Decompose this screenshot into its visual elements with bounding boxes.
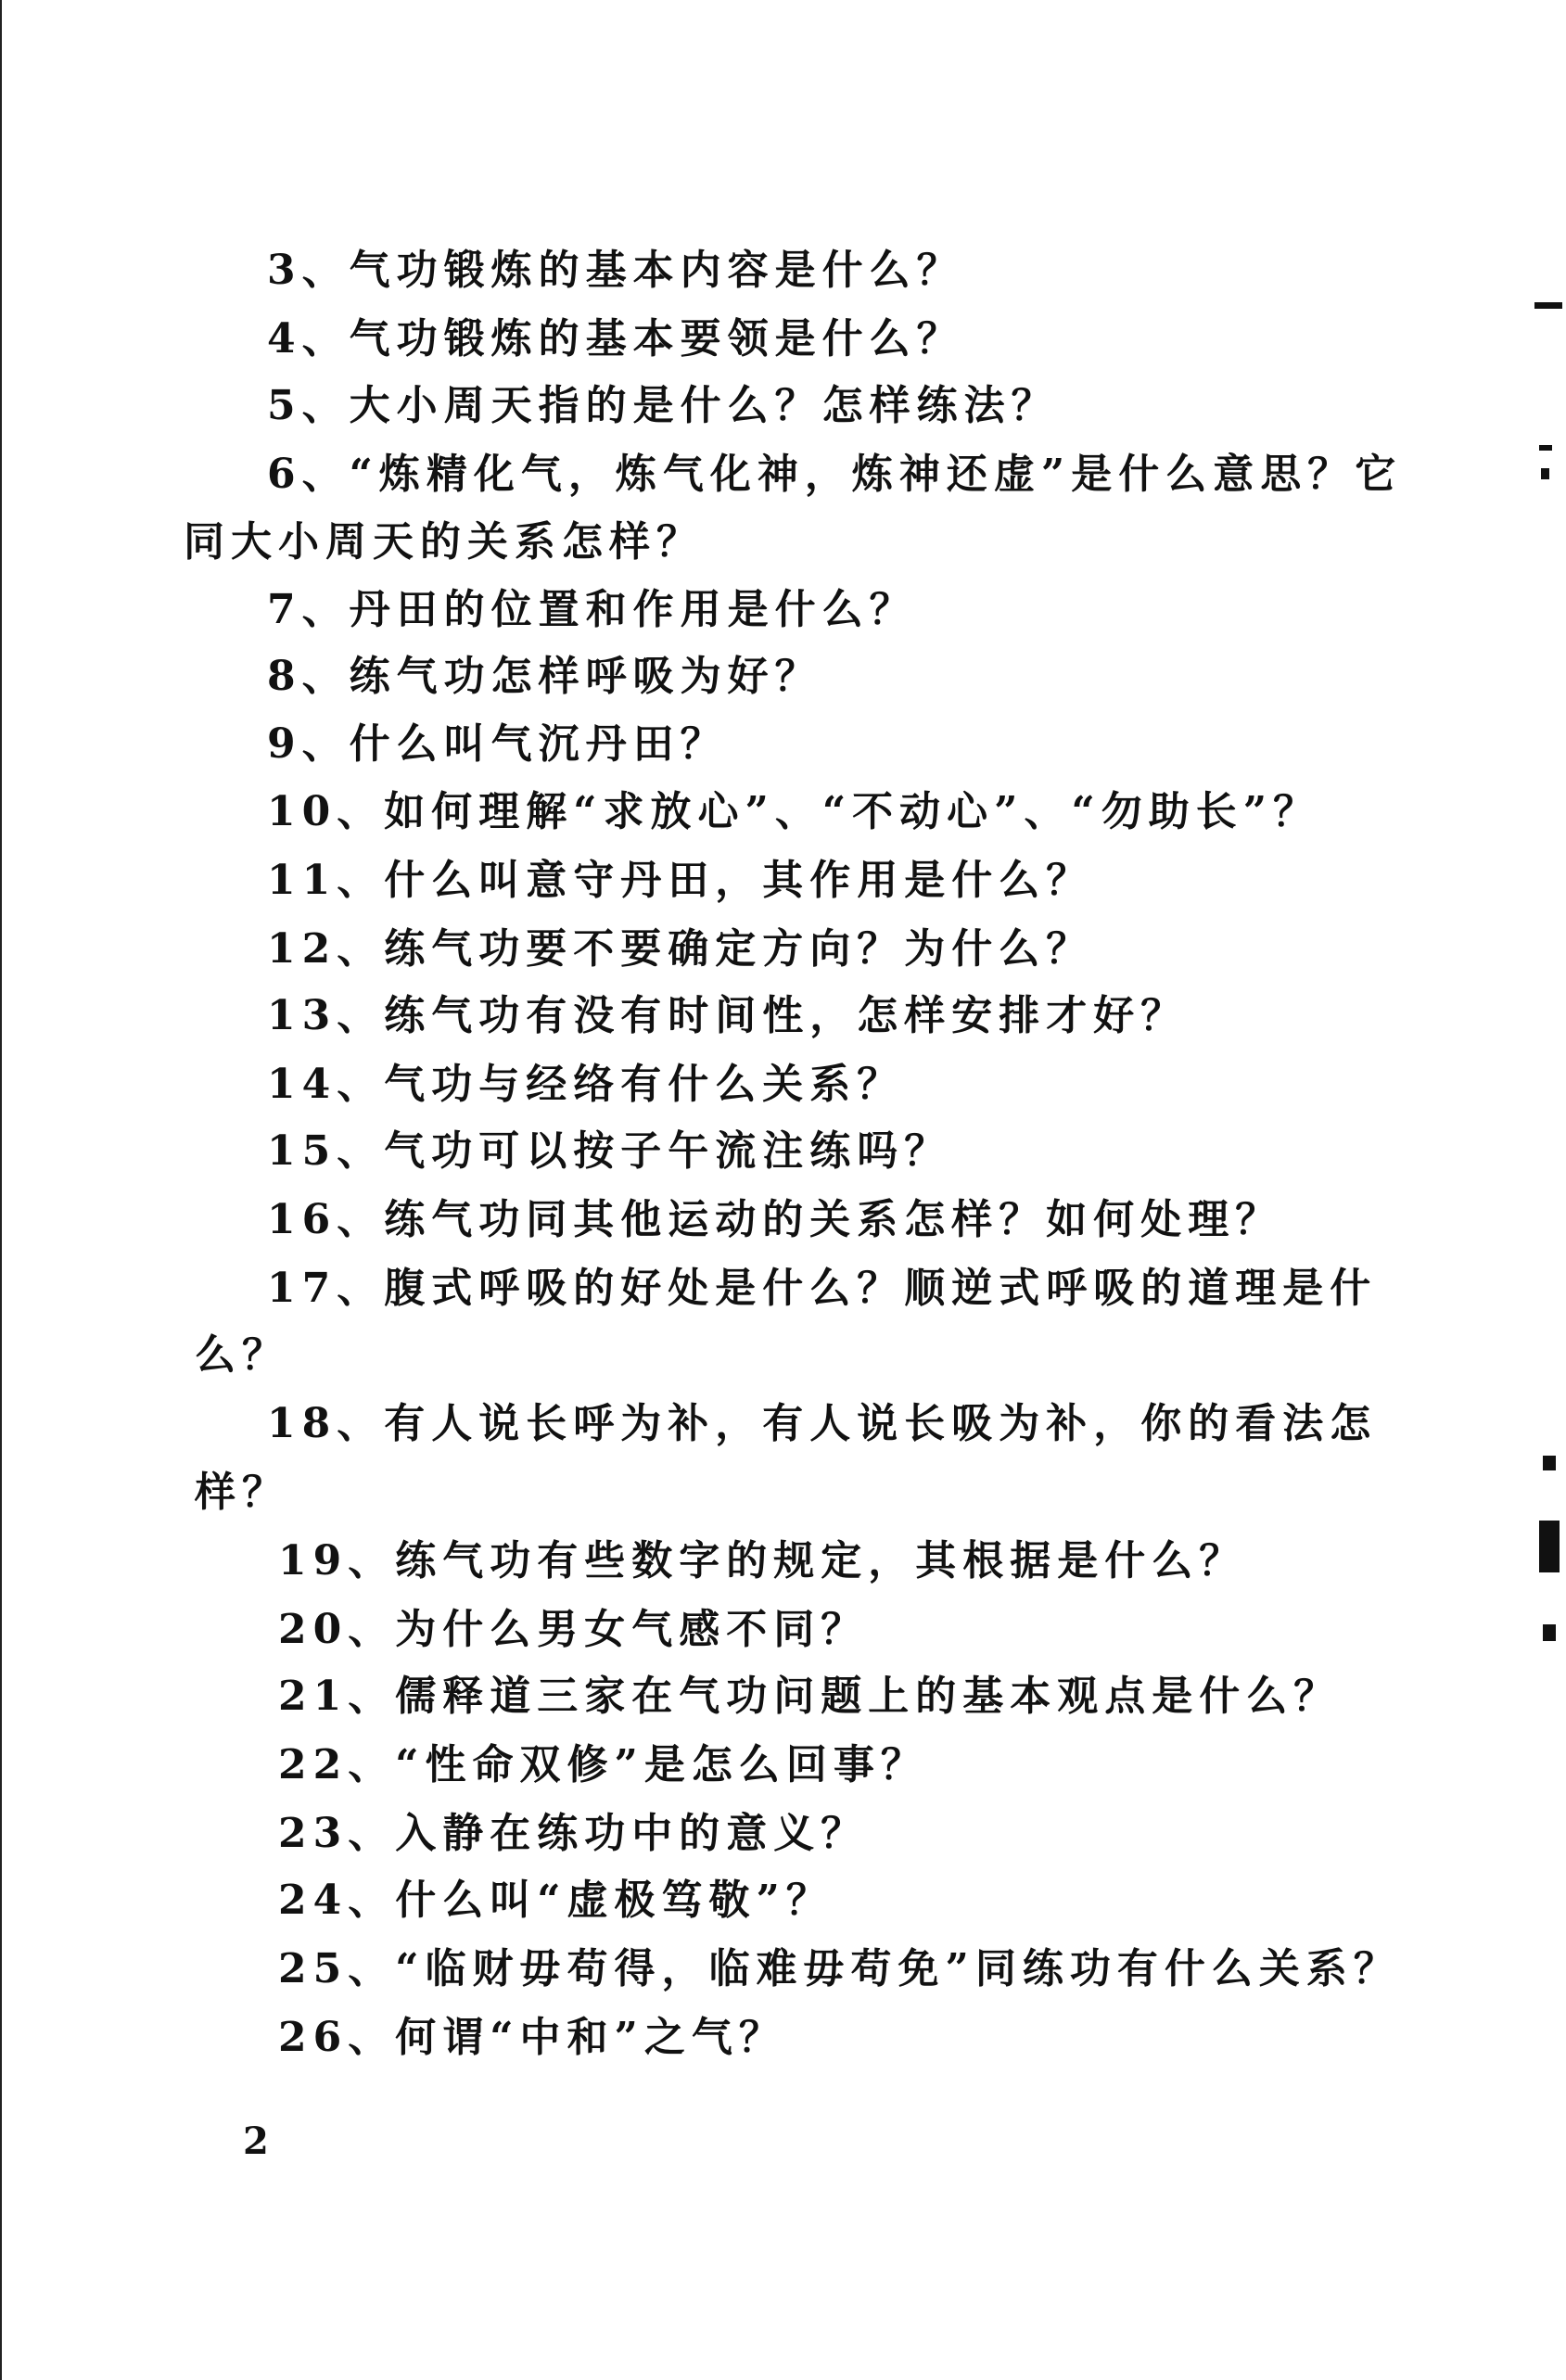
question-4: 4、气功锻炼的基本要领是什么？ (267, 315, 964, 363)
question-8: 8、练气功怎样呼吸为好？ (267, 653, 822, 700)
question-13: 13、练气功有没有时间性，怎样安排才好？ (267, 992, 1189, 1039)
question-12: 12、练气功要不要确定方向？为什么？ (267, 925, 1094, 973)
scan-mark (1541, 468, 1549, 479)
question-22: 22、“性命双修”是怎么回事？ (278, 1741, 928, 1788)
question-6-continuation: 同大小周天的关系怎样？ (184, 518, 704, 566)
question-14: 14、气功与经络有什么关系？ (267, 1061, 905, 1108)
page-number: 2 (243, 2119, 269, 2163)
question-11: 11、什么叫意守丹田，其作用是什么？ (267, 857, 1094, 904)
question-16: 16、练气功同其他运动的关系怎样？如何处理？ (267, 1196, 1283, 1243)
question-10: 10、如何理解“求放心”、“不动心”、“勿助长”？ (267, 788, 1321, 835)
question-20: 20、为什么男女气感不同？ (278, 1606, 869, 1653)
question-25: 25、“临财毋苟得，临难毋苟免”同练功有什么关系？ (278, 1945, 1401, 1992)
question-17-continuation: 么？ (195, 1331, 289, 1379)
question-6: 6、“炼精化气，炼气化神，炼神还虚”是什么意思？它 (267, 451, 1403, 498)
question-3: 3、气功锻炼的基本内容是什么？ (267, 247, 964, 294)
question-9: 9、什么叫气沉丹田？ (267, 720, 728, 768)
question-5: 5、大小周天指的是什么？怎样练法？ (267, 382, 1059, 429)
question-18-continuation: 样？ (195, 1469, 289, 1516)
question-17: 17、腹式呼吸的好处是什么？顺逆式呼吸的道理是什 (267, 1265, 1378, 1312)
scan-mark (1539, 445, 1552, 451)
scan-mark (1543, 1456, 1556, 1470)
question-15: 15、气功可以按子午流注练吗？ (267, 1127, 952, 1175)
scan-mark (1534, 302, 1562, 309)
question-19: 19、练气功有些数字的规定，其根据是什么？ (278, 1537, 1247, 1585)
question-24: 24、什么叫“虚极笃敬”？ (278, 1877, 834, 1924)
scan-mark (1543, 1624, 1556, 1641)
question-18: 18、有人说长呼为补，有人说长吸为补，你的看法怎 (267, 1400, 1378, 1447)
question-7: 7、丹田的位置和作用是什么？ (267, 586, 917, 633)
question-26: 26、何谓“中和”之气？ (278, 2014, 786, 2061)
question-21: 21、儒释道三家在气功问题上的基本观点是什么？ (278, 1673, 1342, 1720)
question-23: 23、入静在练功中的意义？ (278, 1810, 869, 1857)
scan-mark (1539, 1521, 1560, 1572)
